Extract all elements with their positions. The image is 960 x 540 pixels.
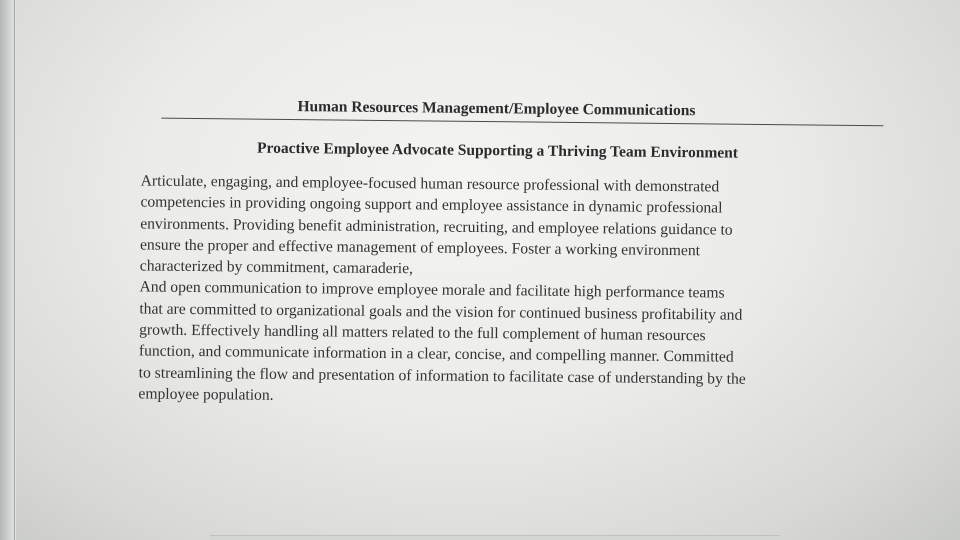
body-line: Articulate, engaging, and employee-focused human resource professional with demonstrated	[140, 172, 720, 196]
body-line: employee population.	[138, 385, 274, 404]
section-heading: Human Resources Management/Employee Communications	[297, 98, 696, 120]
body-line: ensure the proper and effective management of employees. Foster a working environment	[139, 236, 701, 260]
body-line: competencies in providing ongoing support and employee assistance in dynamic professional	[140, 193, 723, 217]
section-subheading: Proactive Employee Advocate Supporting a Thriving Team Environment	[256, 139, 739, 162]
body-line: to streamlining the flow and presentation of information to facilitate case of understanding by the	[138, 364, 746, 388]
taskbar-edge	[210, 535, 780, 540]
body-line: that are committed to organizational goals and the vision for continued business profitability and	[139, 300, 743, 324]
body-line: growth. Effectively handling all matters related to the full complement of human resources	[139, 321, 706, 345]
body-line: And open communication to improve employee morale and facilitate high performance teams	[139, 278, 725, 303]
body-line: environments. Providing benefit administration, recruiting, and employee relations guidance to	[140, 215, 733, 239]
summary-paragraph	[138, 170, 840, 412]
body-line: characterized by commitment, camaraderie,	[139, 257, 414, 278]
heading-divider	[161, 118, 883, 127]
body-line: function, and communicate information in a clear, concise, and compelling manner. Committed	[138, 342, 734, 367]
